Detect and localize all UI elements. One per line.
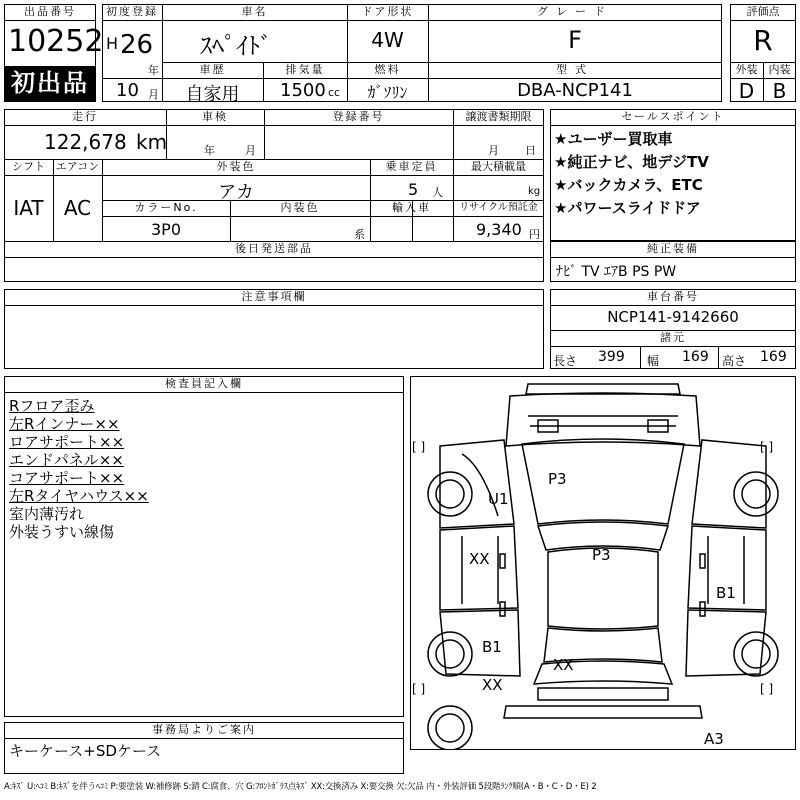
height-label: 高さ bbox=[722, 354, 747, 368]
history-label: 車歴 bbox=[199, 63, 226, 76]
first-reg-label: 初度登録 bbox=[106, 5, 158, 18]
mark-left-rear-quarter: B1 bbox=[482, 638, 502, 656]
specs-label: 諸元 bbox=[660, 331, 686, 344]
bracket-right-rear: [ ] bbox=[760, 682, 774, 696]
mark-left-door: XX bbox=[469, 550, 490, 568]
ext-color-label: 外装色 bbox=[216, 160, 256, 173]
sales-point-item: ★ユーザー買取車 bbox=[554, 130, 673, 148]
bracket-right-front: [ ] bbox=[760, 440, 774, 454]
inspector-line: 左Rタイヤハウス×× bbox=[9, 487, 149, 505]
inspector-label: 検査員記入欄 bbox=[165, 377, 243, 390]
grade: F bbox=[568, 26, 582, 54]
notes-label: 注意事項欄 bbox=[241, 290, 307, 303]
displacement-label: 排気量 bbox=[285, 63, 325, 76]
mark-right-rear-door: B1 bbox=[716, 584, 736, 602]
mileage-unit: km bbox=[136, 130, 168, 154]
era: H bbox=[106, 34, 119, 53]
year: 26 bbox=[120, 30, 154, 60]
displacement-unit: cc bbox=[328, 86, 341, 99]
width-label: 幅 bbox=[647, 354, 660, 368]
car-name: ｽﾍﾟｲﾄﾞ bbox=[200, 32, 272, 60]
sales-points-label: セールスポイント bbox=[621, 110, 725, 123]
height: 169 bbox=[760, 349, 787, 365]
transfer-label: 譲渡書類期限 bbox=[465, 110, 532, 123]
chassis-number: NCP141-9142660 bbox=[607, 308, 739, 326]
inspector-line: エンドパネル×× bbox=[9, 451, 124, 469]
sales-point-item: ★純正ナビ、地デジTV bbox=[554, 153, 709, 171]
color-no-label: カラーNo. bbox=[134, 201, 198, 214]
door: 4W bbox=[371, 28, 404, 52]
color-no: 3P0 bbox=[150, 220, 181, 239]
door-label: ドア形状 bbox=[361, 5, 414, 18]
history: 自家用 bbox=[185, 84, 240, 105]
equipment-label: 純正装備 bbox=[647, 242, 699, 255]
inspector-line: 室内薄汚れ bbox=[9, 505, 85, 523]
capacity: 5 bbox=[408, 180, 419, 199]
ext-color: アカ bbox=[218, 182, 254, 203]
sales-point-item: ★バックカメラ、ETC bbox=[554, 176, 703, 194]
registration-label: 登録番号 bbox=[332, 110, 385, 123]
int-color-unit: 系 bbox=[354, 228, 365, 241]
max-load-unit: kg bbox=[528, 186, 541, 197]
score: R bbox=[753, 24, 773, 57]
width: 169 bbox=[682, 349, 709, 365]
import-label: 輸入車 bbox=[392, 201, 431, 214]
mileage: 122,678 bbox=[44, 130, 127, 154]
chassis-label: 車台番号 bbox=[647, 290, 699, 303]
month: 10 bbox=[116, 80, 139, 101]
mark-roof: P3 bbox=[592, 546, 611, 564]
shift-label: シフト bbox=[12, 160, 45, 173]
inspection-year-unit: 年 bbox=[204, 144, 215, 157]
mark-hood: P3 bbox=[548, 470, 567, 488]
year-unit: 年 bbox=[148, 64, 159, 77]
interior-grade-label: 内装 bbox=[768, 63, 791, 76]
inspection-label: 車検 bbox=[202, 110, 228, 123]
shift: IAT bbox=[13, 196, 44, 220]
capacity-unit: 人 bbox=[432, 186, 443, 199]
mark-rear-bumper: A3 bbox=[704, 730, 724, 748]
inspection-month-unit: 月 bbox=[245, 144, 256, 157]
office-text: キーケース+SDケース bbox=[9, 742, 162, 760]
mark-left-front-fender: U1 bbox=[488, 490, 509, 508]
int-color-label: 内装色 bbox=[280, 201, 320, 214]
fuel-label: 燃料 bbox=[374, 63, 401, 76]
car-name-label: 車名 bbox=[241, 5, 268, 18]
sales-point-item: ★パワースライドドア bbox=[554, 199, 701, 217]
inspector-line: ロアサポート×× bbox=[9, 433, 125, 451]
mark-left-rear: XX bbox=[482, 676, 503, 694]
first-listing-badge: 初出品 bbox=[5, 66, 95, 101]
transfer-month-unit: 月 bbox=[488, 144, 499, 157]
model-code: DBA-NCP141 bbox=[517, 80, 633, 101]
model-code-label: 型式 bbox=[556, 63, 594, 76]
length: 399 bbox=[598, 349, 625, 365]
recycle: 9,340 bbox=[476, 220, 522, 239]
mileage-label: 走行 bbox=[72, 110, 98, 123]
bracket-left-front: [ ] bbox=[412, 440, 426, 454]
exterior-grade-label: 外装 bbox=[735, 63, 758, 76]
inspector-line: Rフロア歪み bbox=[9, 397, 95, 415]
capacity-label: 乗車定員 bbox=[385, 160, 438, 173]
fuel: ｶﾞｿﾘﾝ bbox=[367, 83, 408, 102]
inspector-line: 左Rインナー×× bbox=[9, 415, 120, 433]
inspector-line: コアサポート×× bbox=[9, 469, 125, 487]
office-label: 事務局よりご案内 bbox=[152, 723, 256, 736]
aircon: AC bbox=[63, 196, 92, 220]
transfer-day-unit: 日 bbox=[525, 144, 536, 157]
lot-number: 10252 bbox=[8, 24, 104, 59]
exterior-grade: D bbox=[738, 79, 755, 103]
later-parts-label: 後日発送部品 bbox=[235, 242, 313, 255]
recycle-unit: 円 bbox=[529, 228, 540, 241]
legend: A:ｷｽﾞ U:ﾍｺﾐ B:ｷｽﾞを伴うﾍｺﾐ P:要塗装 W:補修跡 S:錆 C:腐食、穴 G:ﾌﾛﾝﾄｶﾞﾗｽ点ｷｽﾞ XX:交換済み X:要交換 欠:欠品 内・外装評価 5段階ﾗﾝｸ順(A・B・C・D・E) 2 bbox=[4, 782, 597, 792]
bracket-left-rear: [ ] bbox=[412, 682, 426, 696]
recycle-label: リサイクル預託金 bbox=[459, 202, 538, 213]
mark-tailgate: XX bbox=[553, 656, 574, 674]
lot-number-label: 出品番号 bbox=[24, 5, 76, 18]
score-label: 評価点 bbox=[746, 5, 780, 18]
inspector-line: 外装うすい線傷 bbox=[9, 523, 115, 541]
length-label: 長さ bbox=[553, 354, 578, 368]
grade-label: グレード bbox=[537, 5, 613, 18]
interior-grade: B bbox=[772, 79, 787, 103]
max-load-label: 最大積載量 bbox=[471, 160, 526, 173]
month-unit: 月 bbox=[148, 88, 159, 101]
displacement: 1500 bbox=[280, 80, 326, 101]
equipment: ﾅﾋﾞ TV ｴｱB PS PW bbox=[556, 264, 677, 280]
aircon-label: エアコン bbox=[55, 160, 100, 173]
